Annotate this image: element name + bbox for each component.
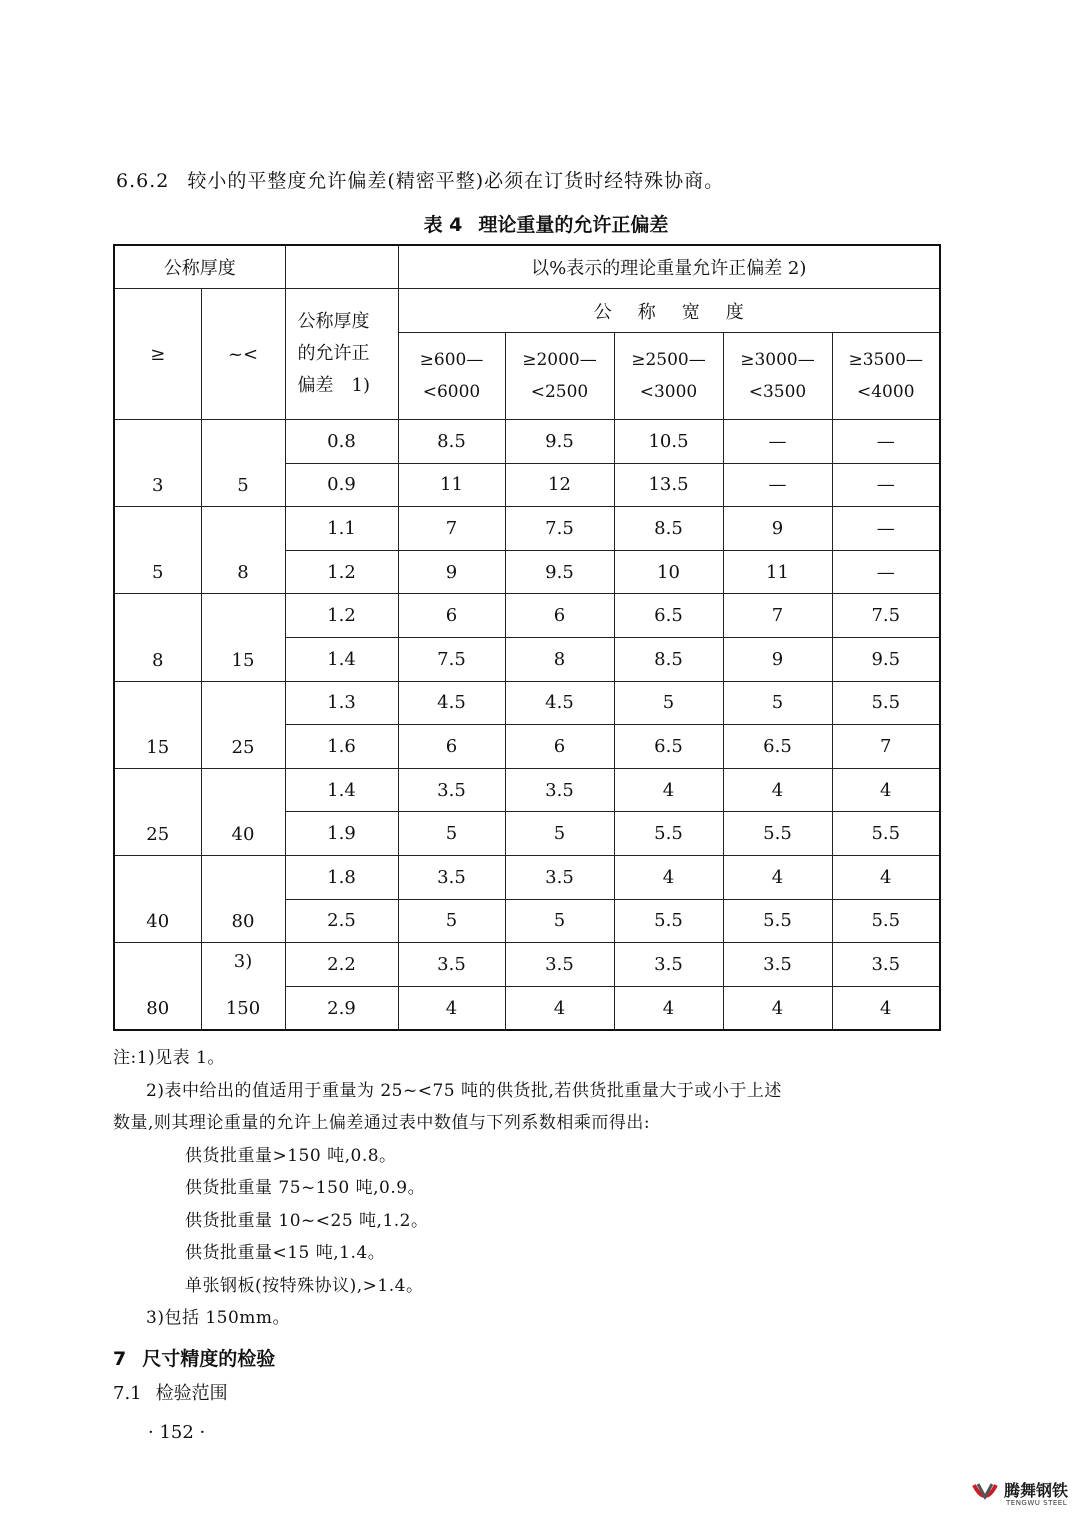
weight-tolerance-cell: 5.5	[614, 899, 723, 943]
weight-tolerance-cell: 4	[832, 986, 940, 1030]
note-3: 3)包括 150mm。	[146, 1308, 291, 1328]
note-2-line1: 2)表中给出的值适用于重量为 25~<75 吨的供货批,若供货批重量大于或小于上述	[146, 1080, 782, 1101]
width-range-to: <3000	[639, 382, 698, 402]
thickness-from-cell: 80	[114, 943, 201, 1031]
weight-tolerance-cell: 3.5	[505, 943, 614, 987]
thickness-to-value: 8	[237, 562, 249, 584]
thickness-to-note	[202, 690, 285, 710]
width-range-header	[398, 333, 505, 420]
thickness-from-cell: 40	[114, 855, 201, 942]
weight-tolerance-cell: 13.5	[614, 463, 723, 507]
weight-tolerance-cell: —	[832, 420, 940, 464]
width-range-to: <6000	[422, 382, 481, 402]
weight-tolerance-cell: —	[723, 420, 832, 464]
weight-tolerance-cell: 4	[723, 855, 832, 899]
thickness-to-note	[202, 602, 285, 622]
weight-tolerance-cell: 5.5	[832, 812, 940, 856]
table-row	[114, 420, 940, 464]
weight-tolerance-cell: 5.5	[832, 681, 940, 725]
thickness-tolerance-header-line2: 的允许正	[297, 343, 370, 364]
weight-tolerance-cell: 10	[614, 550, 723, 594]
thickness-tolerance-header	[285, 289, 398, 420]
weight-tolerance-cell: 6	[398, 725, 505, 769]
width-range-header	[614, 333, 723, 420]
weight-tolerance-cell: 9	[398, 550, 505, 594]
table-row	[114, 855, 940, 899]
table-row	[114, 768, 940, 812]
weight-tolerance-cell: 3.5	[723, 943, 832, 987]
page-number: · 152 ·	[148, 1422, 206, 1443]
section-7-1-title: 检验范围	[155, 1383, 228, 1404]
table-row	[114, 507, 940, 551]
table-notes	[113, 1042, 782, 1335]
weight-tolerance-cell: 9.5	[505, 550, 614, 594]
thickness-tolerance-cell: 0.9	[285, 463, 398, 507]
clause-6-6-2	[116, 166, 724, 193]
clause-number: 6.6.2	[116, 170, 170, 192]
width-range-from: ≥2000—	[522, 350, 597, 370]
tengwu-logo-icon	[970, 1477, 1000, 1507]
weight-tolerance-cell: 4	[505, 986, 614, 1030]
weight-tolerance-cell: —	[832, 463, 940, 507]
weight-tolerance-cell: 6	[505, 594, 614, 638]
width-range-to: <3500	[748, 382, 807, 402]
weight-tolerance-cell: 8.5	[614, 507, 723, 551]
width-range-to: <4000	[857, 382, 915, 402]
lt-header: ~<	[201, 289, 285, 420]
width-range-from: ≥600—	[419, 350, 484, 370]
thickness-to-value: 25	[231, 736, 255, 758]
table-row	[114, 594, 940, 638]
thickness-from-cell: 3	[114, 420, 201, 507]
table-label: 表 4	[423, 214, 463, 236]
thickness-to-note	[202, 777, 285, 797]
weight-tolerance-cell: 4	[723, 986, 832, 1030]
weight-tolerance-cell: 5	[505, 812, 614, 856]
weight-tolerance-cell: 8.5	[614, 637, 723, 681]
table-caption	[0, 210, 1092, 237]
thickness-to-cell	[201, 943, 285, 1031]
weight-tolerance-cell: 6.5	[723, 725, 832, 769]
factor-1: 供货批重量>150 吨,0.8。	[185, 1145, 397, 1166]
thickness-from-cell: 8	[114, 594, 201, 681]
thickness-to-cell	[201, 507, 285, 594]
weight-tolerance-cell: 6.5	[614, 594, 723, 638]
weight-tolerance-cell: 8	[505, 637, 614, 681]
thickness-to-cell	[201, 594, 285, 681]
weight-tolerance-cell: 5	[398, 812, 505, 856]
weight-tolerance-cell: 3.5	[398, 855, 505, 899]
weight-tolerance-cell: 8.5	[398, 420, 505, 464]
factor-3: 供货批重量 10~<25 吨,1.2。	[185, 1210, 429, 1231]
weight-tolerance-cell: 9.5	[832, 637, 940, 681]
thickness-tolerance-cell: 1.9	[285, 812, 398, 856]
thickness-tolerance-cell: 2.2	[285, 943, 398, 987]
weight-tolerance-cell: 5	[723, 681, 832, 725]
weight-tolerance-cell: 4	[832, 768, 940, 812]
thickness-tolerance-header-line1: 公称厚度	[297, 311, 370, 332]
weight-tolerance-cell: 3.5	[505, 768, 614, 812]
weight-tolerance-table	[113, 244, 941, 1031]
note-2-line2: 数量,则其理论重量的允许上偏差通过表中数值与下列系数相乘而得出:	[113, 1113, 651, 1133]
weight-tolerance-cell: 10.5	[614, 420, 723, 464]
weight-tolerance-cell: 11	[398, 463, 505, 507]
thickness-tolerance-cell: 2.9	[285, 986, 398, 1030]
weight-tolerance-cell: 4	[398, 986, 505, 1030]
width-range-from: ≥3500—	[848, 350, 924, 370]
thickness-to-value: 80	[231, 911, 255, 933]
clause-text: 较小的平整度允许偏差(精密平整)必须在订货时经特殊协商。	[187, 170, 725, 192]
weight-tolerance-cell: 5	[398, 899, 505, 943]
thickness-tolerance-cell: 1.8	[285, 855, 398, 899]
weight-tolerance-cell: 6.5	[614, 725, 723, 769]
thickness-from-cell: 25	[114, 768, 201, 855]
factor-5: 单张钢板(按特殊协议),>1.4。	[185, 1275, 424, 1296]
watermark-en: TENGWU STEEL	[1006, 1499, 1068, 1507]
width-range-header	[505, 333, 614, 420]
width-range-from: ≥3000—	[740, 350, 815, 370]
thickness-tolerance-cell: 1.4	[285, 637, 398, 681]
factor-4: 供货批重量<15 吨,1.4。	[185, 1243, 386, 1263]
note-1: 注:1)见表 1。	[113, 1048, 225, 1068]
weight-tolerance-cell: 3.5	[832, 943, 940, 987]
gte-header: ≥	[114, 289, 201, 420]
thickness-to-cell	[201, 855, 285, 942]
weight-tolerance-cell: 4.5	[505, 681, 614, 725]
width-range-header	[723, 333, 832, 420]
thickness-tolerance-header-line3: 偏差 1)	[297, 375, 370, 396]
weight-tolerance-cell: 7.5	[505, 507, 614, 551]
weight-tolerance-cell: 4	[832, 855, 940, 899]
thickness-tolerance-cell: 1.2	[285, 550, 398, 594]
thickness-to-value: 15	[231, 649, 255, 671]
width-range-header	[832, 333, 940, 420]
weight-tolerance-cell: 5.5	[614, 812, 723, 856]
section-7-1-number: 7.1	[113, 1383, 142, 1404]
weight-tolerance-cell: 5	[614, 681, 723, 725]
weight-tolerance-cell: 12	[505, 463, 614, 507]
thickness-tolerance-cell: 2.5	[285, 899, 398, 943]
tolerance-group-header: 以%表示的理论重量允许正偏差 2)	[398, 245, 940, 289]
weight-tolerance-cell: 5.5	[832, 899, 940, 943]
thickness-to-value: 5	[237, 475, 249, 497]
weight-tolerance-cell: 7	[832, 725, 940, 769]
section-7-heading	[113, 1344, 275, 1371]
thickness-tolerance-cell: 0.8	[285, 420, 398, 464]
thickness-to-note	[202, 428, 285, 448]
weight-tolerance-cell: 3.5	[505, 855, 614, 899]
thickness-tolerance-cell: 1.6	[285, 725, 398, 769]
thickness-to-value: 40	[231, 823, 255, 845]
weight-tolerance-cell: 7.5	[832, 594, 940, 638]
table-title: 理论重量的允许正偏差	[478, 214, 669, 236]
weight-tolerance-cell: —	[723, 463, 832, 507]
thickness-tolerance-cell: 1.4	[285, 768, 398, 812]
weight-tolerance-cell: 4	[614, 986, 723, 1030]
thickness-from-cell: 5	[114, 507, 201, 594]
nominal-width-header: 公称宽度	[398, 289, 940, 333]
thickness-to-note	[202, 864, 285, 884]
width-range-from: ≥2500—	[631, 350, 706, 370]
weight-tolerance-cell: 9	[723, 637, 832, 681]
weight-tolerance-cell: —	[832, 550, 940, 594]
weight-tolerance-cell: 3.5	[614, 943, 723, 987]
thickness-to-cell	[201, 681, 285, 768]
thickness-to-cell	[201, 420, 285, 507]
thickness-to-value: 150	[225, 998, 261, 1020]
weight-tolerance-cell: 4	[614, 768, 723, 812]
factor-2: 供货批重量 75~150 吨,0.9。	[185, 1178, 426, 1198]
weight-tolerance-cell: 3.5	[398, 768, 505, 812]
thickness-to-cell	[201, 768, 285, 855]
weight-tolerance-cell: 6	[398, 594, 505, 638]
weight-tolerance-cell: 5.5	[723, 899, 832, 943]
weight-tolerance-cell: 5.5	[723, 812, 832, 856]
section-7-title: 尺寸精度的检验	[142, 1348, 276, 1370]
thickness-to-note	[202, 515, 285, 535]
weight-tolerance-cell: 7.5	[398, 637, 505, 681]
weight-tolerance-cell: 7	[723, 594, 832, 638]
thickness-tolerance-cell: 1.3	[285, 681, 398, 725]
weight-tolerance-cell: —	[832, 507, 940, 551]
thickness-from-cell: 15	[114, 681, 201, 768]
weight-tolerance-cell: 11	[723, 550, 832, 594]
watermark-name: 腾舞钢铁	[1004, 1481, 1069, 1500]
width-range-to: <2500	[530, 382, 589, 402]
weight-tolerance-cell: 9.5	[505, 420, 614, 464]
weight-tolerance-cell: 4.5	[398, 681, 505, 725]
weight-tolerance-cell: 6	[505, 725, 614, 769]
thickness-tolerance-cell: 1.2	[285, 594, 398, 638]
table-row	[114, 943, 940, 987]
section-7-1-heading	[113, 1379, 228, 1405]
weight-tolerance-cell: 7	[398, 507, 505, 551]
nominal-thickness-header: 公称厚度	[114, 245, 285, 289]
weight-tolerance-cell: 5	[505, 899, 614, 943]
weight-tolerance-cell: 4	[723, 768, 832, 812]
weight-tolerance-cell: 3.5	[398, 943, 505, 987]
table-row	[114, 681, 940, 725]
weight-tolerance-cell: 9	[723, 507, 832, 551]
section-7-number: 7	[113, 1348, 127, 1370]
empty-header-cell	[285, 245, 398, 289]
weight-tolerance-cell: 4	[614, 855, 723, 899]
thickness-tolerance-cell: 1.1	[285, 507, 398, 551]
thickness-to-note: 3)	[233, 951, 253, 973]
watermark-logo	[970, 1475, 1082, 1515]
